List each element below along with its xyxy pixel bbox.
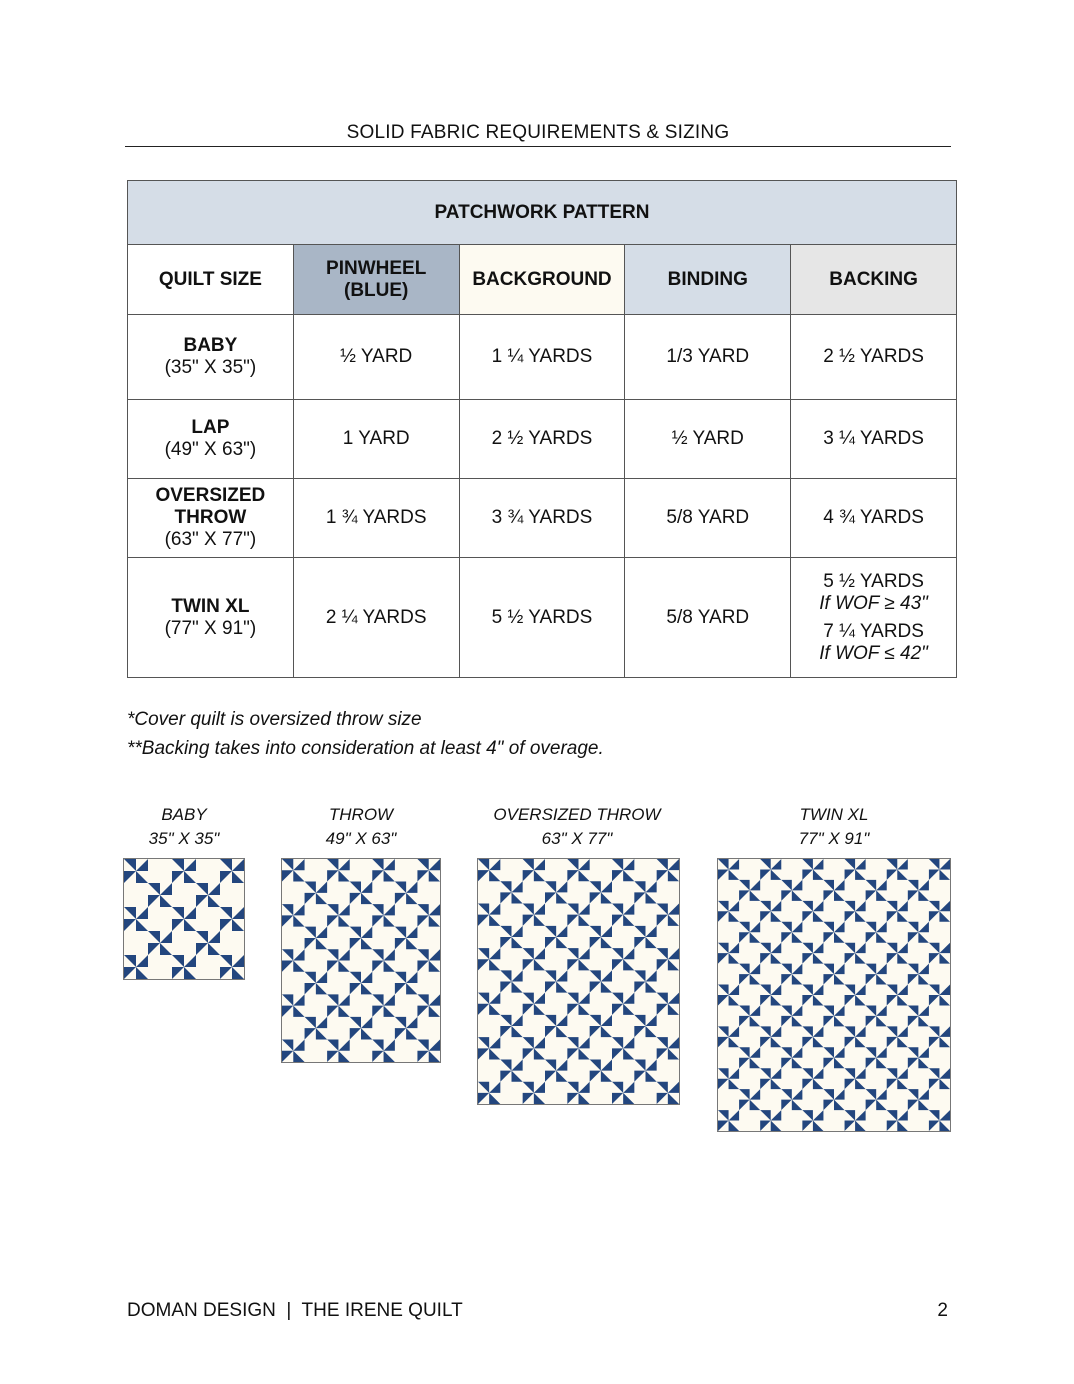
backing-cell [791,558,957,678]
quilt-diagram-baby [124,859,244,979]
diagram-name: BABY [161,805,207,824]
pinwheel-cell: 1 YARD [293,400,459,479]
size-cell [128,479,294,558]
table-row [128,479,957,558]
col-header-background: BACKGROUND [459,245,625,315]
col-header-pinwheel-line2: (BLUE) [344,279,409,301]
diagram-name: THROW [328,805,394,824]
size-dimensions: (35" X 35") [164,357,257,378]
pinwheel-cell: 2 ¼ YARDS [293,558,459,678]
backing-option-b: 7 ¼ YARDS [823,620,924,642]
background-cell: 5 ½ YARDS [459,558,625,678]
background-cell: 2 ½ YARDS [459,400,625,479]
page-title: SOLID FABRIC REQUIREMENTS & SIZING [346,122,730,143]
backing-option-a: 5 ½ YARDS [823,570,924,592]
size-name: BABY [183,335,238,356]
diagram-name: OVERSIZED THROW [493,805,661,824]
backing-cell: 2 ½ YARDS [791,315,957,400]
backing-cell: 4 ¾ YARDS [791,479,957,558]
size-dimensions: (63" X 77") [164,529,257,550]
size-name: THROW [174,507,247,528]
backing-option-b-note: If WOF ≤ 42" [819,642,928,664]
diagram-dimensions: 77" X 91" [798,829,870,848]
col-header-backing: BACKING [791,245,957,315]
col-header-binding: BINDING [625,245,791,315]
fabric-requirements-table [127,180,957,678]
background-cell: 1 ¼ YARDS [459,315,625,400]
binding-cell: 1/3 YARD [625,315,791,400]
pinwheel-cell: 1 ¾ YARDS [293,479,459,558]
size-cell [128,315,294,400]
cover-quilt-note: *Cover quilt is oversized throw size [127,709,422,730]
quilt-diagram-throw [282,859,440,1062]
size-cell [128,558,294,678]
diagram-name: TWIN XL [799,805,869,824]
backing-overage-note: **Backing takes into consideration at least 4" of overage. [127,738,604,759]
col-header-quilt-size: QUILT SIZE [128,245,294,315]
diagram-label-oversized [476,803,678,851]
table-row [128,558,957,678]
size-dimensions: (49" X 63") [164,439,257,460]
background-cell: 3 ¾ YARDS [459,479,625,558]
diagram-label-throw [282,803,440,851]
page-number: 2 [937,1300,948,1321]
size-name: TWIN XL [171,595,250,617]
diagram-dimensions: 35" X 35" [148,829,220,848]
diagram-dimensions: 63" X 77" [541,829,613,848]
size-name: LAP [191,417,230,438]
diagram-dimensions: 49" X 63" [325,829,397,848]
binding-cell: 5/8 YARD [625,558,791,678]
diagram-label-twin [718,803,950,851]
diagram-label-baby [124,803,244,851]
backing-option-a-note: If WOF ≥ 43" [819,592,928,614]
pinwheel-cell: ½ YARD [293,315,459,400]
footer-brand: DOMAN DESIGN | THE IRENE QUILT [127,1300,463,1321]
table-row [128,400,957,479]
patchwork-pattern-header: PATCHWORK PATTERN [128,181,957,245]
table-row [128,315,957,400]
quilt-diagram-oversized-throw [478,859,679,1104]
binding-cell: ½ YARD [625,400,791,479]
title-divider [125,146,951,147]
size-name: OVERSIZED [155,485,266,506]
size-cell [128,400,294,479]
size-dimensions: (77" X 91") [164,617,257,639]
quilt-diagram-twin-xl [718,859,950,1131]
binding-cell: 5/8 YARD [625,479,791,558]
col-header-pinwheel-line1: PINWHEEL [326,257,427,279]
col-header-pinwheel [293,245,459,315]
backing-cell: 3 ¼ YARDS [791,400,957,479]
